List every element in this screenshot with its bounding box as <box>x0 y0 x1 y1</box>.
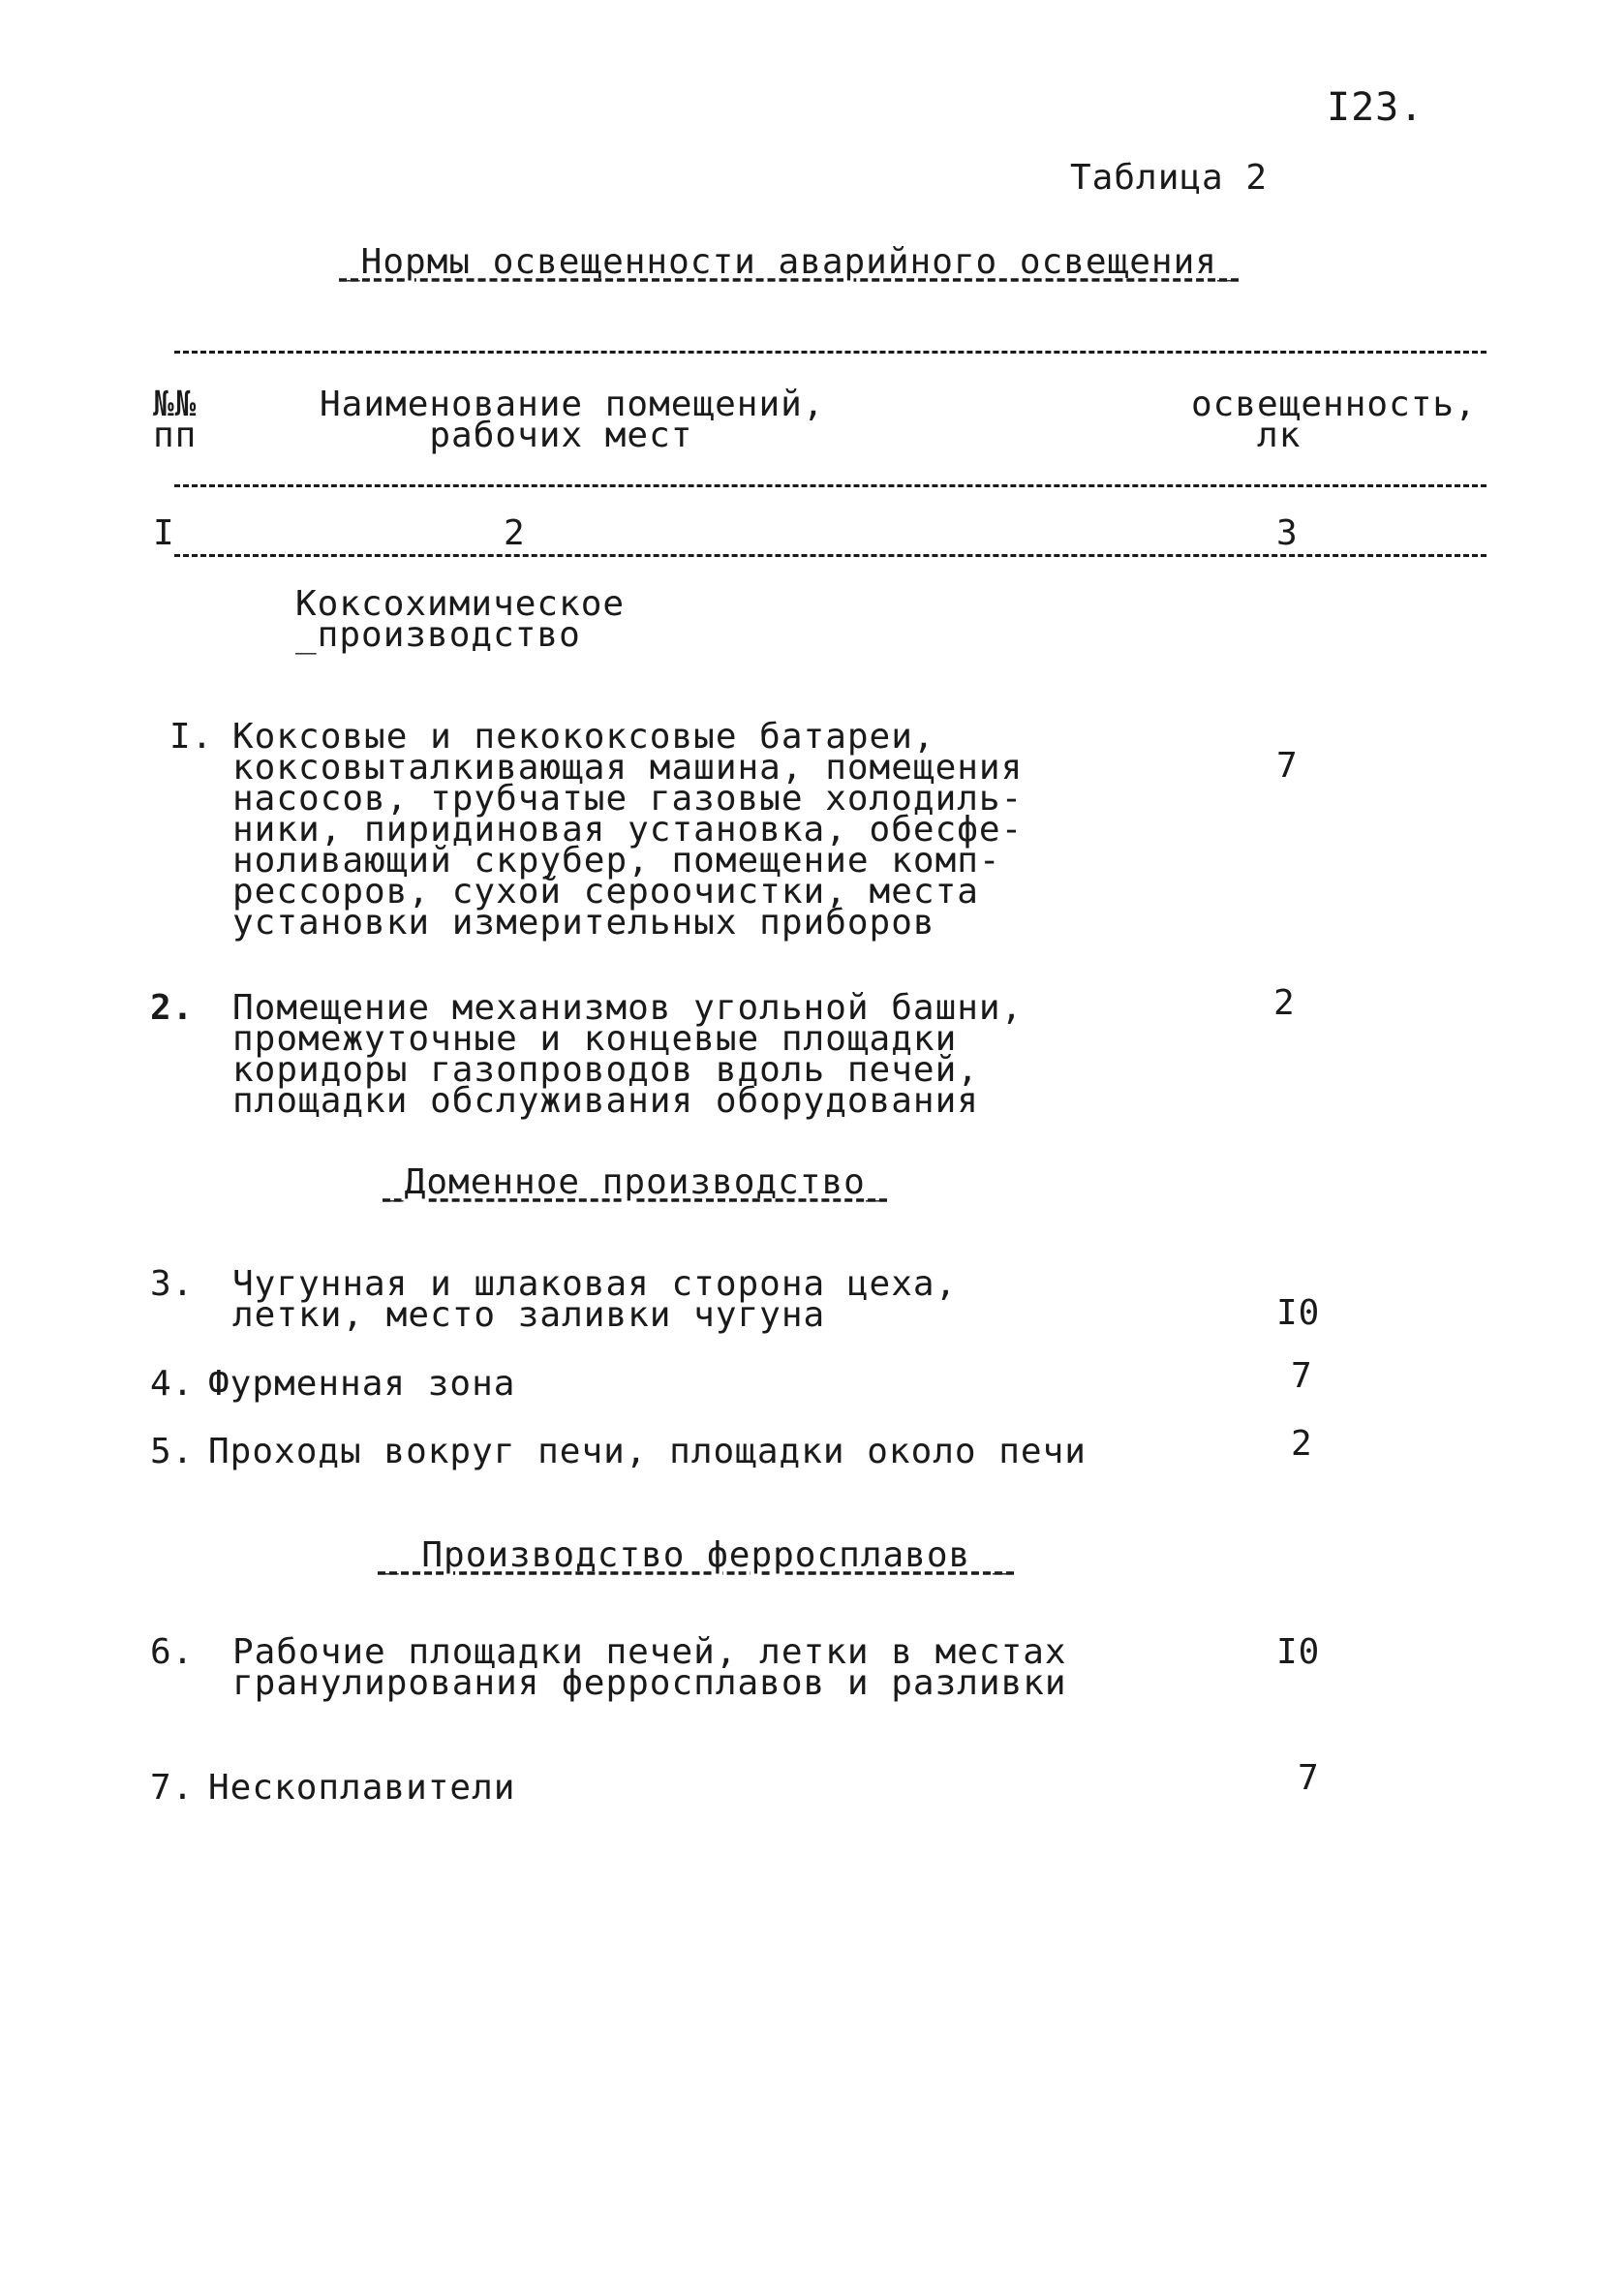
header-middle-rule <box>174 484 1486 487</box>
table-label: Таблица 2 <box>1070 158 1269 198</box>
row-number: 2. <box>150 988 195 1028</box>
section-title-ferroalloys: _ Производство ферросплавов _ <box>378 1535 1015 1575</box>
row-value: 7 <box>1291 1356 1313 1396</box>
row-number: 7. <box>150 1768 195 1808</box>
section-title-blast-furnace: _Доменное производство_ <box>383 1162 888 1202</box>
column-number-3: 3 <box>1276 513 1299 553</box>
row-number: I. <box>169 717 214 757</box>
row-text: Проходы вокруг печи, площадки около печи <box>208 1432 1087 1471</box>
row-text: Нескоплавители <box>208 1768 516 1808</box>
row-text: Коксовые и пекококсовые батареи, коксовыталкивающая машина, помещения насосов, трубчатые газовые холодиль- ники, пиридиновая установка, обесфе- ноливающий скрубер, помещение комп- рессоров, сухой сероочистки, места установки измерительных приборов <box>232 717 1024 943</box>
section-title-coke: Коксохимическое _производство <box>295 584 626 655</box>
row-number: 6. <box>150 1632 195 1672</box>
column-number-1: I <box>153 513 175 553</box>
row-value: 7 <box>1298 1758 1320 1798</box>
row-number: 3. <box>150 1264 195 1304</box>
header-col-illuminance: освещенность, лк <box>1191 385 1477 455</box>
page-number: I23. <box>1327 85 1425 130</box>
row-text: Чугунная и шлаковая сторона цеха, летки, место заливки чугуна <box>232 1264 958 1335</box>
row-value: 7 <box>1276 746 1299 786</box>
header-bottom-rule <box>174 554 1486 557</box>
row-text: Рабочие площадки печей, летки в местах гранулирования ферросплавов и разливки <box>232 1632 1067 1703</box>
header-col-number: №№ пп <box>153 385 198 455</box>
table-title: _Нормы освещенности аварийного освещения_ <box>339 242 1240 282</box>
header-col-name: Наименование помещений, рабочих мест <box>320 385 825 455</box>
row-value: 2 <box>1291 1424 1313 1464</box>
row-value: I0 <box>1276 1293 1321 1333</box>
row-text: Фурменная зона <box>208 1364 516 1404</box>
column-number-2: 2 <box>504 513 526 553</box>
row-text: Помещение механизмов угольной башни, промежуточные и концевые площадки коридоры газопроводов вдоль печей, площадки обслуживания оборудования <box>232 988 1024 1121</box>
row-number: 5. <box>150 1432 195 1471</box>
row-number: 4. <box>150 1364 195 1404</box>
header-top-rule <box>174 351 1486 354</box>
row-value: 2 <box>1273 983 1296 1023</box>
row-value: I0 <box>1276 1632 1321 1672</box>
